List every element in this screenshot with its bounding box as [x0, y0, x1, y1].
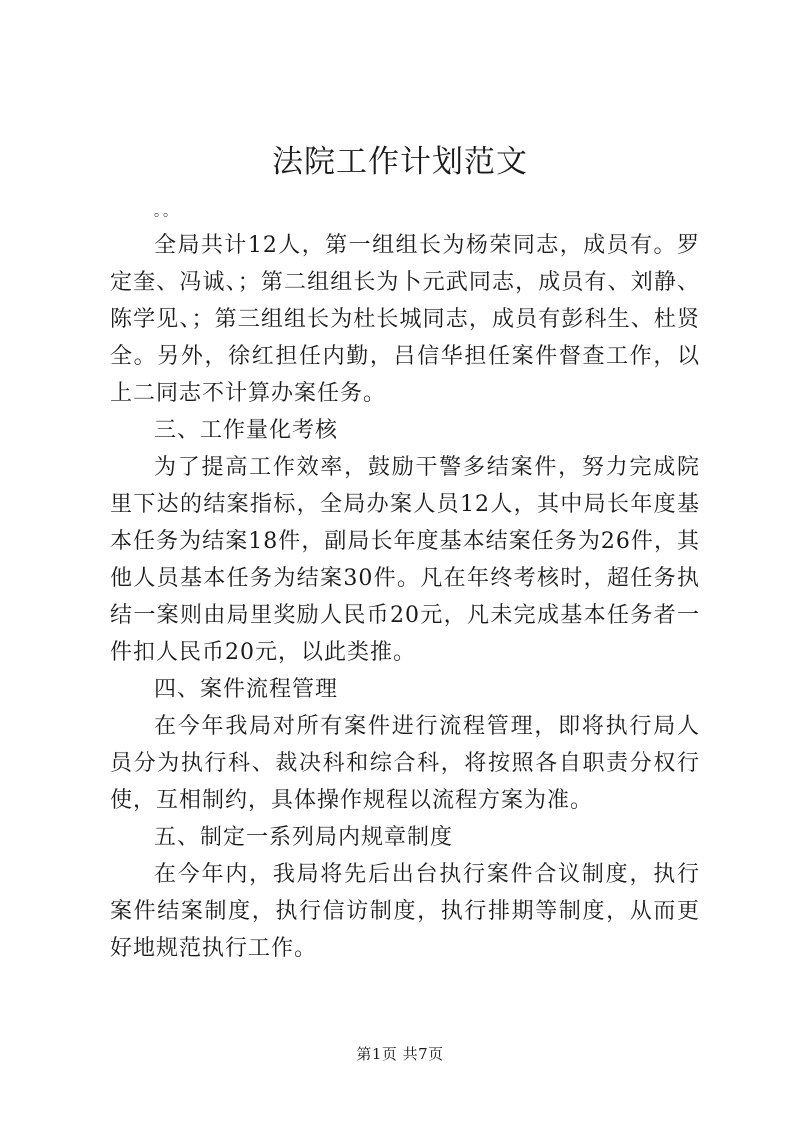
paragraph-ellipsis: 。。: [154, 204, 179, 220]
section-heading-quantified-assessment: 三、工作量化考核: [154, 418, 339, 443]
document-body: [110, 197, 700, 967]
paragraph-case-flow-management: 在今年我局对所有案件进行流程管理，即将执行局人员分为执行科、裁决科和综合科，将按照各自职责分权行使，互相制约，具体操作规程以流程方案为准。: [110, 714, 700, 813]
section-heading-case-flow-management: 四、案件流程管理: [154, 677, 339, 702]
document-title: 法院工作计划范文: [272, 144, 528, 180]
paragraph-internal-regulations: 在今年内，我局将先后出台执行案件合议制度，执行案件结案制度，执行信访制度，执行排期等制度，从而更好地规范执行工作。: [110, 862, 700, 961]
section-heading-internal-regulations: 五、制定一系列局内规章制度: [154, 825, 454, 850]
page-footer: 第1页 共7页: [356, 1045, 444, 1063]
paragraph-quantified-assessment: 为了提高工作效率，鼓励干警多结案件，努力完成院里下达的结案指标，全局办案人员12人，其中局长年度基本任务为结案18件，副局长年度基本结案任务为26件，其他人员基本任务为结案30件。凡在年终考核时，超任务执结一案则由局里奖励人民币20元，凡未完成基本任务者一件扣人民币20元，以此类推。: [110, 455, 700, 665]
paragraph-team-members: 全局共计12人，第一组组长为杨荣同志，成员有。罗定奎、冯诚、；第二组组长为卜元武同志，成员有、刘静、陈学见、；第三组组长为杜长城同志，成员有彭科生、杜贤全。另外，徐红担任内勤，吕信华担任案件督查工作，以上二同志不计算办案任务。: [110, 233, 700, 406]
